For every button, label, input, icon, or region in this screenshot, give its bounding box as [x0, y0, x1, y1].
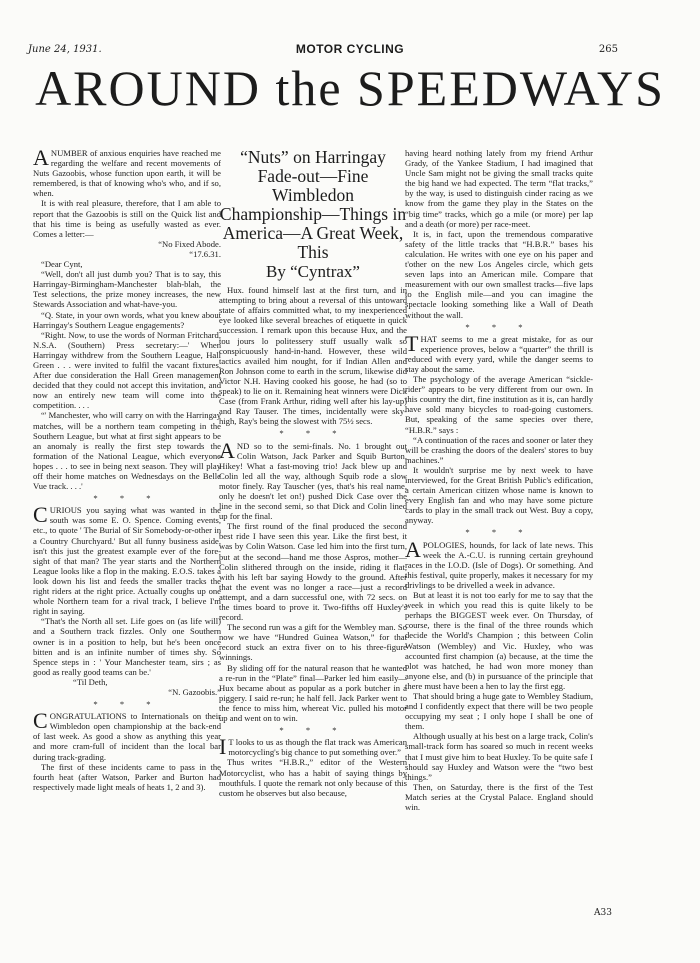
- section-separator: * * *: [93, 699, 161, 710]
- issue-date: June 24, 1931.: [28, 44, 102, 55]
- drop-cap: C: [33, 708, 48, 734]
- paragraph: APOLOGIES, hounds, for lack of late news. This week the A.-C.U. is running certain greyhound races in the I.O.D. (Isle of Dogs). Or something. And this festival, quite properly, makes it necessary for my drivlings to be drivelled a week in advance.: [405, 536, 593, 590]
- paragraph: The second run was a gift for the Wembley man. So now we have “Hundred Guinea Watson,” for that record stuck an extra fiver on to his three-figure winnings.: [219, 622, 407, 663]
- paragraph: “' Manchester, who will carry on with the Harringay matches, will be a northern team competing in the Southern League, but what at first sight appears to be an anomaly is really the first step towards the formation of the National League, which everyone hopes . . . to see in being next season. They will play off their home matches on Wednesdays on the Belle Vue track. . . .': [33, 410, 221, 492]
- column-3: [405, 148, 593, 812]
- paragraph: The psychology of the average American “sickle-rider” appears to be very different from our own. In this country the dirt, fine institution as it is, can hardly have sold many bicycles to road-going customers. But, speaking of the same species over there, “H.B.R.” says :: [405, 374, 593, 435]
- magazine-name: MOTOR CYCLING: [295, 42, 405, 56]
- paragraph: By sliding off for the natural reason that he wanted a re-run in the “Plate” final—Parker led him easily—Hux became about as popular as a pork butcher in a piggery. I said re-run; he half fell. Jack Parker went to the fence to miss him, whereat Vic. pulled his motor up and went on to win.: [219, 662, 407, 724]
- paragraph: I T looks to us as though the flat track was American motorcycling's big chance to put something over.”: [219, 734, 407, 760]
- drop-cap: A: [219, 437, 235, 463]
- section-separator: * * *: [93, 493, 161, 504]
- paragraph: The first of these incidents came to pass in the fourth heat (after Watson, Parker and Burton had respectively made light meals of heats 1, 2 and 3).: [33, 761, 221, 792]
- letter-signoff: “Til Deth,: [73, 676, 108, 687]
- paragraph: Thus writes “H.B.R.,” editor of the Western Motorcyclist, who has a habit of saying things by mouthfuls. I quote the remark not only because of this custom he observes but also because,: [219, 757, 407, 798]
- drop-cap: A: [405, 536, 421, 562]
- paragraph: CURIOUS you saying what was wanted in the south was some E. O. Spence. Coming events, etc., to quote ' The Burial of Sir Somebody-or-other in a Country Churchyard.' But all funny business aside, isn't this just the greatest example ever of the fore-sight of that man? The year starts and the Northern League looks like a flop in the making. E.O.S. takes a look down his list and feeds the smaller tracks the right riders at the right price. Actually coughs up one whole Northern team for a rival track, I believe I'm right in saying.: [33, 502, 221, 617]
- article-byline: By “Cyntrax”: [266, 262, 360, 281]
- section-separator: * * *: [279, 725, 347, 736]
- letter-salutation: “Dear Cynt,: [41, 259, 83, 270]
- column-2: [219, 148, 407, 798]
- letter-signature: “N. Gazoobis.”: [168, 686, 221, 697]
- section-separator: * * *: [465, 527, 533, 538]
- paragraph: having heard nothing lately from my friend Arthur Grady, of the Yankee Stadium, I had imagined that Uncle Sam might not be giving the small tracks quite the big hand we had expected. The term “flat tracks,” by the way, is used to distinguish cinder racing as we know from the game they play in the States on the “big time” tracks, which go a mile (or more) per lap and a death (or more) per race-meet.: [405, 148, 593, 229]
- article-subheading: “Nuts” on Harringay Fade-out—Fine Wimbledon Championship—Things in America—A Great Week, This: [219, 147, 407, 262]
- letter-address: “No Fixed Abode.: [158, 238, 221, 249]
- page-number: 265: [598, 44, 618, 55]
- paragraph: Although usually at his best on a large track, Colin's small-track form has soared so much in recent weeks that I must give him to beat Huxley. To be quite safe I should say Huxley and Watson were the “two best things.”: [405, 731, 593, 782]
- paragraph: “That's the North all set. Life goes on (as life will) and a Southern track fizzles. Only one Southern owner is in a position to help, but he's been once bitten and is an infinite number of times shy. So Spence steps in : ' Your Manchester team, sirs ; as good as really good teams can be.': [33, 616, 221, 677]
- section-separator: * * *: [465, 321, 533, 332]
- letter-date: “17.6.31.: [189, 248, 221, 259]
- paragraph: A NUMBER of anxious enquiries have reached me regarding the welfare and recent movements of Nuts Gazoobis, whose function upon earth, it will be remembered, is that of knowing who's who, and if so, when.: [33, 145, 221, 199]
- paragraph: “Well, don't all just dumb you? That is to say, this Harringay-Birmingham-Manchester blah-blah, the Test selections, the prize money increases, the new Stewards Association and what-have-you.: [33, 269, 221, 310]
- paragraph: Then, on Saturday, there is the first of the Test Match series at the Crystal Palace. England should win.: [405, 781, 593, 812]
- paragraph: “Right. Now, to use the words of Norman Fritchard, N.S.A. (Southern) Press secretary:—' When Harringay withdrew from the Southern League, Hall Green . . . were invited to fulfil the vacant fixtures. After due consideration the Hall Green management decided that they could not accept this invitation, and now an entirely new team will come into the competition. . . .: [33, 329, 221, 411]
- drop-cap: C: [33, 502, 48, 528]
- paragraph: The first round of the final produced the second best ride I have seen this year. Like the first best, it was by Colin Watson. Case led him into the first turn, but at the second—hand me those Aspros, mother—Colin slithered through on the inside, riding it flat, with his left bar saying Howdy to the ground. After that the event was no longer a race—just a record attempt, and a darn successful one, with 72 secs. on the times board to prove it. Two-fifths off Huxley's record.: [219, 521, 407, 623]
- drop-cap: T: [405, 330, 419, 356]
- paragraph: But at least it is not too early for me to say that the week in which you read this is quite likely to be perhaps the BIGGEST week ever. On Thursday, of course, there is the final of the three rounds which decide the World's Champion ; this between Colin Watson (Wembley) and Vic. Huxley, who was accounted first champion (a) because, at the time the plot was hatched, he had won more money than anyone else, and (b) in pursuance of the principle that there must have been a hen to lay the first egg.: [405, 590, 593, 691]
- drop-cap: A: [33, 145, 49, 170]
- paragraph: It is, in fact, upon the tremendous comparative safety of the little tracks that “H.B.R.” bases his calculation. He writes with one eye on his paper and t'other on the new Los Angeles circle, which gets seven laps into an American mile. Compare that measurement with our own smallest tracks—five laps to the English mile—and you can imagine the spectacle looking something like a Wall of Death without the wall.: [405, 228, 593, 320]
- paragraph: THAT seems to me a great mistake, for as our experience proves, below a “quarter” the thrill is reduced with every yard, while the danger seems to stay about the same.: [405, 330, 593, 374]
- article-title: AROUND the SPEEDWAYS: [35, 60, 665, 116]
- paragraph: That should bring a huge gate to Wembley Stadium, and I confidently expect that there will be two people occupying my seat ; I only hope I shall be one of them.: [405, 690, 593, 732]
- paragraph: It is with real pleasure, therefore, that I am able to report that the Gazoobis is still on the Quick list and that his time is being as usefully wasted as ever. Comes a letter:—: [33, 198, 221, 239]
- paragraph: CONGRATULATIONS to Internationals on their Wimbledon open championship at the back-end of last week. As good a show as anything this year and more cram-full of incident than the local bar during track-grading.: [33, 708, 221, 762]
- drop-cap: I: [219, 734, 227, 760]
- paragraph: Hux. found himself last at the first turn, and in attempting to bring about a reversal of this untoward state of affairs committed what, to my inexperienced eye looked like several breaches of etiquette in quick succession. I remark upon this because Hux, and the tou jours lo politessery stuff usually walk so conspicuously hand-in-hand. However, these wild tactics availed him nought, for if Indian Allen and Ron Johnson come to earth in the scrum, likewise did Victor N.H. Having cooked his goose, he had (so to speak) to lie on it. Remaining heat winners were Dick Case (from Frank Arthur, riding well after his lay-up) and Ray Tauser. The times, incidentally were sky-high, Ray's being the slowest with 75½ secs.: [219, 285, 407, 427]
- section-separator: * * *: [279, 428, 347, 439]
- paragraph: “Q. State, in your own words, what you knew about Harringay's Southern League engagements?: [33, 309, 221, 330]
- paragraph: “A continuation of the races and sooner or later they will be crashing the doors of the dealers' stores to buy machines.”: [405, 434, 593, 465]
- paragraph: AND so to the semi-finals. No. 1 brought out Colin Watson, Jack Parker and Squib Burton. Hikey! What a fast-moving trio! Jack blew up and Colin led all the way, although Squib rode a slow motor finely. Ray Tauscher (yes, that's his real name, only he doesn't let on!) pushed Dick Case over the line in the second semi, so that Dick and Colin lined up for the final.: [219, 437, 407, 522]
- page-code: A33: [594, 908, 612, 918]
- column-1: [33, 145, 221, 792]
- paragraph: It wouldn't surprise me by next week to have interviewed, for the Great British Public's edification, a certain American citizen whose name is known to every English fan and who may have some picture cards to play in the small track out West. Buy a copy, anyway.: [405, 464, 593, 526]
